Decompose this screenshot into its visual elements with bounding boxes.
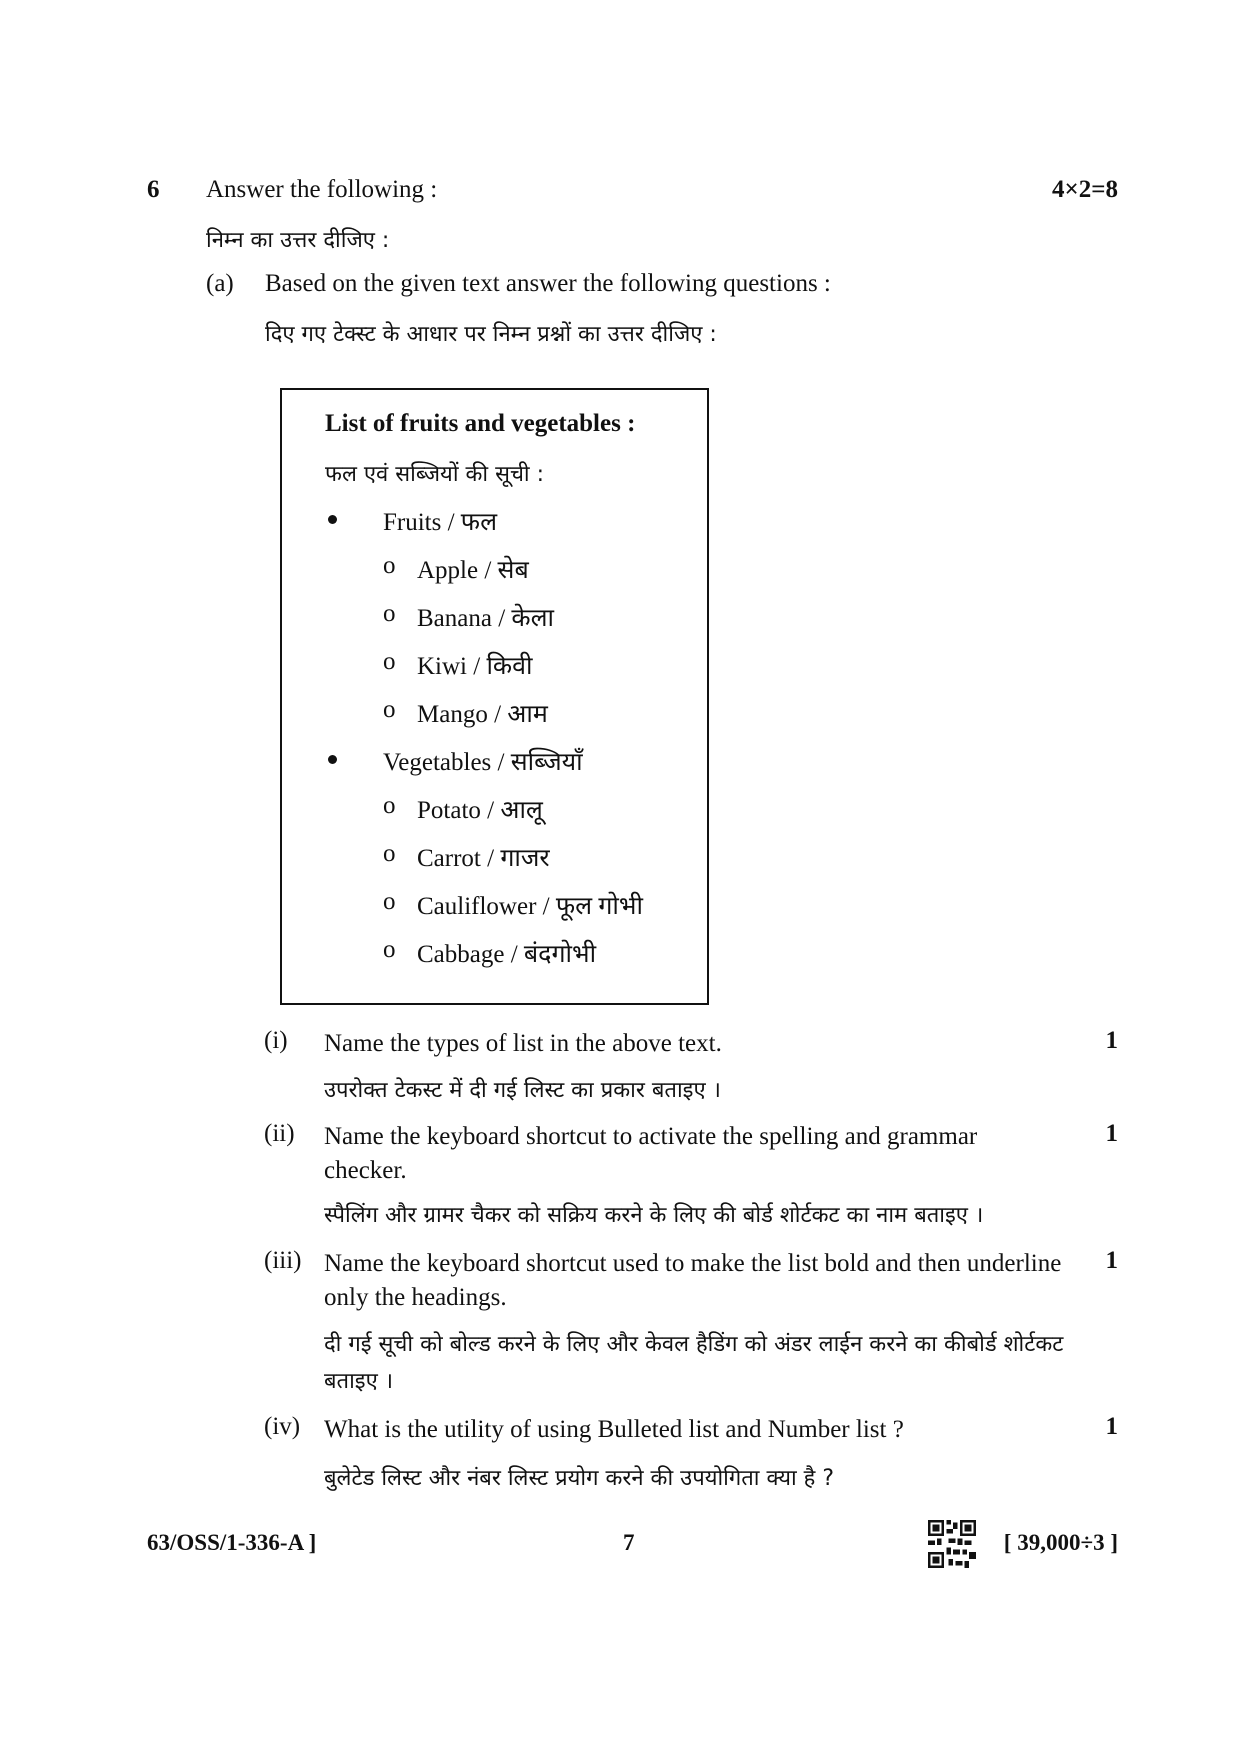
print-quantity: [ 39,000÷3 ]	[1003, 1530, 1118, 1555]
list-item: Kiwi / किवी	[417, 653, 533, 680]
sub-bullet-icon: o	[383, 552, 396, 579]
qr-code-icon	[928, 1520, 976, 1568]
list-box-title-hindi: फल एवं सब्जियों की सूची :	[325, 462, 545, 487]
subquestion-text: Name the keyboard shortcut used to make the list bold and then underline only the headings.	[324, 1250, 1062, 1311]
list-item: Carrot / गाजर	[417, 845, 550, 872]
sub-bullet-icon: o	[383, 888, 396, 915]
subquestion-label: (iii)	[264, 1247, 302, 1274]
sub-bullet-icon: o	[383, 696, 396, 723]
sub-bullet-icon: o	[383, 600, 396, 627]
question-number: 6	[147, 176, 160, 203]
subquestion-text-hindi: दी गई सूची को बोल्ड करने के लिए और केवल हैडिंग को अंडर लाईन करने का कीबोर्ड शोर्टकट बताइए ।	[324, 1332, 1064, 1394]
subquestion-text: Name the types of list in the above text.	[324, 1030, 722, 1057]
category-vegetables: Vegetables / सब्जियाँ	[383, 749, 583, 776]
page-number: 7	[623, 1530, 635, 1555]
sub-bullet-icon: o	[383, 936, 396, 963]
list-box-title: List of fruits and vegetables :	[325, 410, 636, 437]
subquestion-text-hindi: उपरोक्त टेकस्ट में दी गई लिस्ट का प्रकार बताइए ।	[324, 1078, 721, 1103]
subquestion-marks: 1	[1105, 1027, 1118, 1054]
part-a-text-hindi: दिए गए टेक्स्ट के आधार पर निम्न प्रश्नों का उत्तर दीजिए :	[265, 322, 717, 347]
subquestion-text: Name the keyboard shortcut to activate the spelling and grammar checker.	[324, 1123, 978, 1184]
paper-code: 63/OSS/1-336-A ]	[147, 1530, 317, 1555]
subquestion-marks: 1	[1105, 1120, 1118, 1147]
subquestion-label: (i)	[264, 1027, 288, 1054]
part-a-text: Based on the given text answer the following questions :	[265, 270, 831, 297]
sub-bullet-icon: o	[383, 792, 396, 819]
list-item: Banana / केला	[417, 605, 555, 632]
sub-bullet-icon: o	[383, 840, 396, 867]
subquestion-text-hindi: बुलेटेड लिस्ट और नंबर लिस्ट प्रयोग करने की उपयोगिता क्या है ?	[324, 1466, 835, 1491]
fruits-vegetables-box	[280, 388, 709, 1005]
subquestion-marks: 1	[1105, 1247, 1118, 1274]
subquestion-marks: 1	[1105, 1413, 1118, 1440]
list-item: Mango / आम	[417, 701, 548, 728]
bullet-icon	[328, 755, 337, 764]
question-marks: 4×2=8	[1052, 176, 1118, 203]
category-fruits: Fruits / फल	[383, 509, 498, 536]
list-item: Apple / सेब	[417, 557, 529, 584]
list-item: Potato / आलू	[417, 797, 543, 824]
subquestion-label: (ii)	[264, 1120, 295, 1147]
question-title-hindi: निम्न का उत्तर दीजिए :	[206, 228, 390, 253]
sub-bullet-icon: o	[383, 648, 396, 675]
list-item: Cauliflower / फूल गोभी	[417, 893, 643, 920]
list-item: Cabbage / बंदगोभी	[417, 941, 597, 968]
question-title: Answer the following :	[206, 176, 438, 203]
subquestion-label: (iv)	[264, 1413, 301, 1440]
subquestion-text: What is the utility of using Bulleted list and Number list ?	[324, 1416, 904, 1443]
bullet-icon	[328, 515, 337, 524]
part-a-label: (a)	[206, 270, 234, 297]
subquestion-text-hindi: स्पैलिंग और ग्रामर चैकर को सक्रिय करने के लिए की बोर्ड शोर्टकट का नाम बताइए ।	[324, 1203, 984, 1228]
